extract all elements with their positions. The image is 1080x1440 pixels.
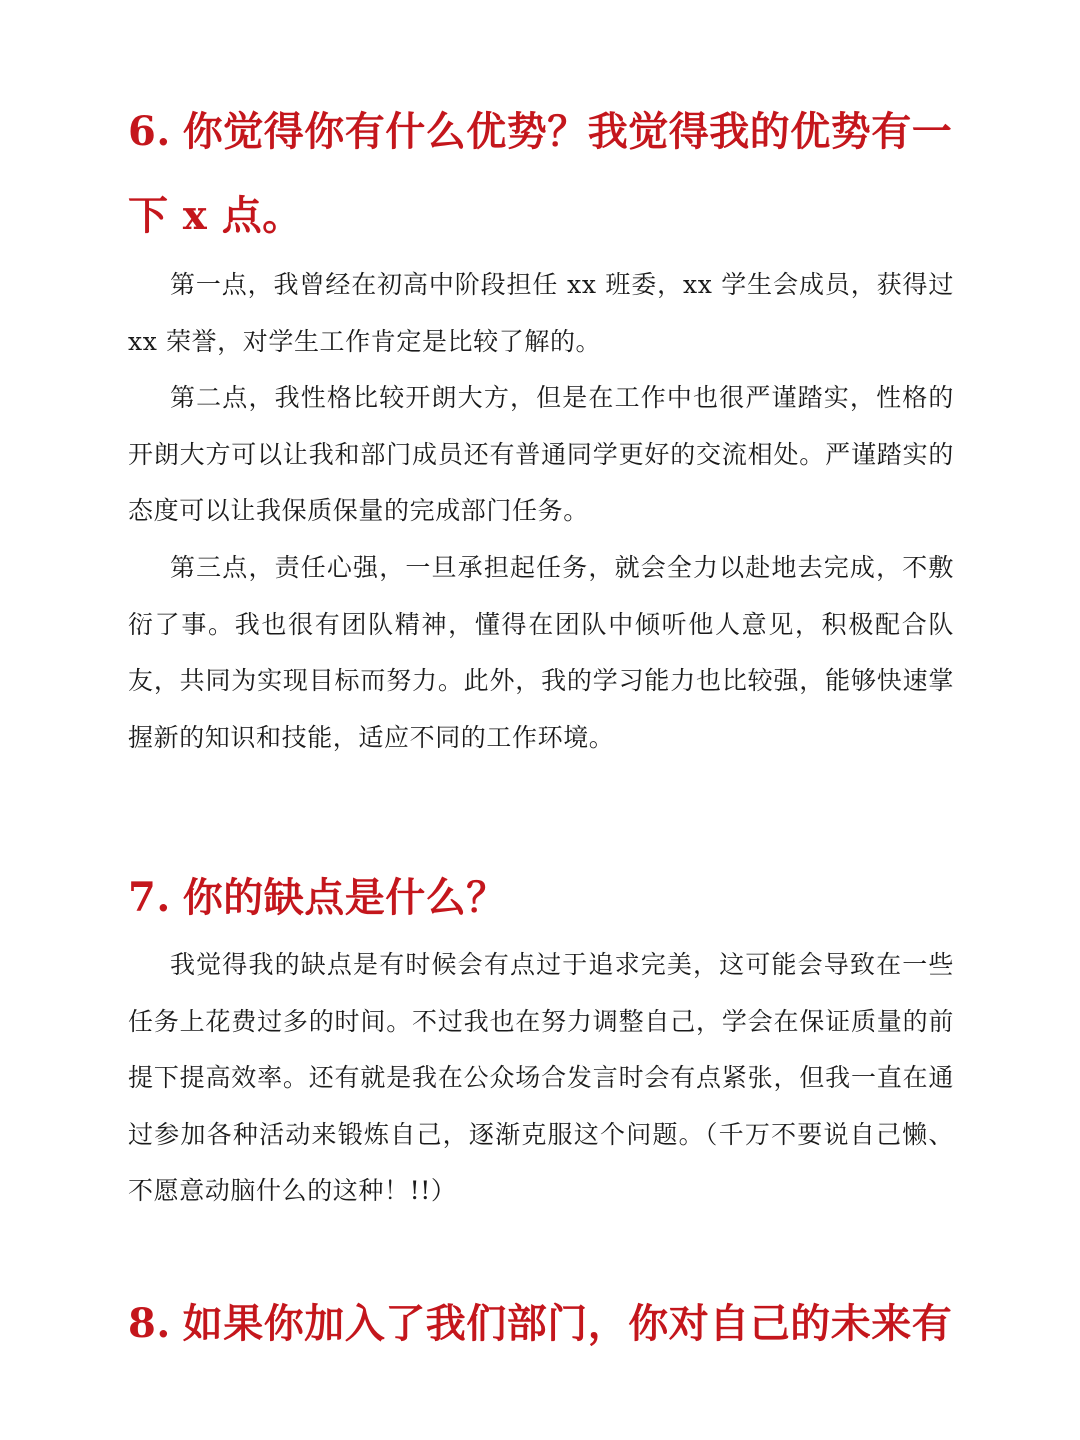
section-6-title: 你觉得你有什么优势？我觉得我的优势有一	[182, 108, 953, 155]
section-8-heading	[128, 1292, 958, 1349]
section-7-number: 7.	[128, 874, 171, 921]
section-8-title: 如果你加入了我们部门，你对自己的未来有	[182, 1300, 953, 1347]
section-6-number: 6.	[128, 108, 171, 155]
section-6-paragraph-1: 第一点，我曾经在初高中阶段担任 xx 班委，xx 学生会成员，获得过 xx 荣誉，对学生工作肯定是比较了解的。	[128, 270, 954, 356]
section-8-number: 8.	[128, 1300, 171, 1347]
section-6-paragraph-3: 第三点，责任心强，一旦承担起任务，就会全力以赴地去完成，不敷衍了事。我也很有团队精神，懂得在团队中倾听他人意见，积极配合队友，共同为实现目标而努力。此外，我的学习能力也比较强，能够快速掌握新的知识和技能，适应不同的工作环境。	[128, 553, 954, 752]
section-6-paragraph-2: 第二点，我性格比较开朗大方，但是在工作中也很严谨踏实，性格的开朗大方可以让我和部门成员还有普通同学更好的交流相处。严谨踏实的态度可以让我保质保量的完成部门任务。	[128, 383, 954, 526]
section-7-heading	[128, 866, 958, 923]
section-6-heading-line2: 下 x 点。	[128, 192, 303, 239]
section-7-paragraph-1: 我觉得我的缺点是有时候会有点过于追求完美，这可能会导致在一些任务上花费过多的时间。不过我也在努力调整自己，学会在保证质量的前提下提高效率。还有就是我在公众场合发言时会有点紧张，但我一直在通过参加各种活动来锻炼自己，逐渐克服这个问题。（千万不要说自己懒、不愿意动脑什么的这种！!!）	[128, 950, 954, 1206]
section-7-title: 你的缺点是什么？	[182, 874, 507, 921]
section-6-heading-line1	[128, 100, 958, 157]
